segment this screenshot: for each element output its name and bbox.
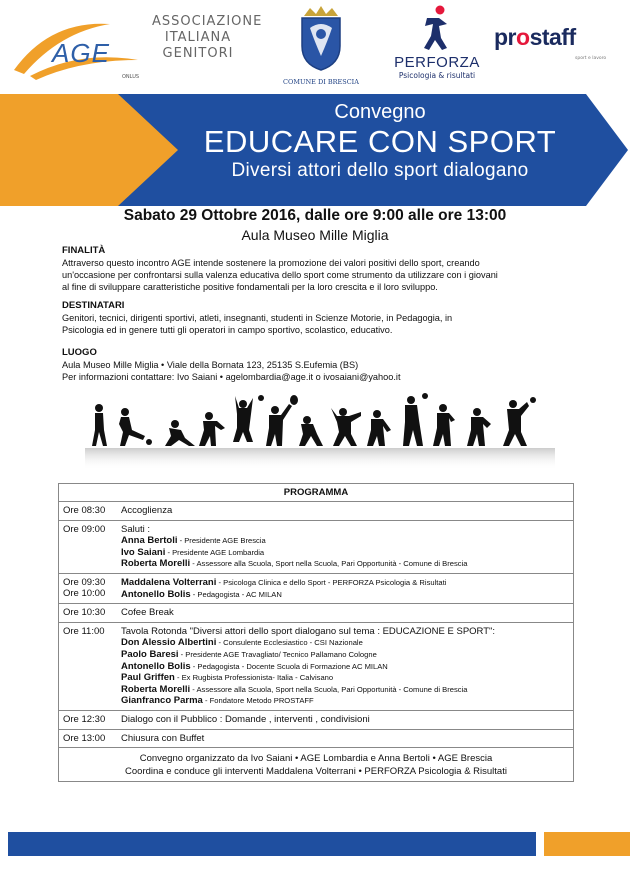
speaker-role: - Assessore alla Scuola, Sport nella Scuola, Pari Opportunità - Comune di Brescia	[190, 559, 468, 569]
speaker-role: - Pedagogista - Docente Scuola di Formazione AC MILAN	[190, 661, 388, 671]
row-text: Saluti :	[121, 523, 151, 535]
speaker-name: Paul Griffen	[121, 672, 175, 684]
speaker-name: Gianfranco Parma	[121, 695, 203, 707]
brescia-crest-icon	[294, 6, 348, 72]
luogo-heading: LUOGO	[62, 347, 97, 358]
table-row	[59, 623, 573, 711]
perforza-logo	[394, 4, 480, 80]
row-text: Accoglienza	[121, 505, 173, 516]
aig-line2: ITALIANA	[164, 30, 232, 45]
row-text: Chiusura con Buffet	[121, 732, 205, 744]
perforza-name: PERFORZA	[394, 54, 480, 71]
row-time: Ore 10:30	[63, 607, 106, 619]
aig-line1: ASSOCIAZIONE	[152, 14, 263, 29]
row-time: Ore 10:00	[63, 587, 106, 599]
sport-silhouettes-image	[85, 390, 555, 470]
destinatari-line: Psicologia ed in genere tutti gli operatori in campo sportivo, scolastico, educativo.	[62, 325, 393, 335]
row-time: Ore 12:30	[63, 713, 106, 725]
age-logo-text: AGE	[52, 38, 110, 68]
speaker-role: - Fondatore Metodo PROSTAFF	[202, 696, 314, 706]
prostaff-heart-o: o	[516, 24, 530, 50]
speaker-role: - Assessore alla Scuola, Sport nella Scuola, Pari Opportunità - Comune di Brescia	[190, 684, 468, 694]
programma-table	[58, 483, 574, 782]
row-time: Ore 09:00	[63, 523, 106, 535]
prostaff-post: staff	[529, 24, 576, 50]
row-time: Ore 08:30	[63, 505, 106, 516]
perforza-athlete-icon	[417, 4, 457, 52]
prostaff-pre: pr	[494, 24, 516, 50]
speaker-role: - Presidente AGE Lombardia	[165, 547, 265, 557]
speaker-name: Antonello Bolis	[121, 660, 191, 672]
destinatari-line: Genitori, tecnici, dirigenti sportivi, atleti, insegnanti, studenti in Scienze Motorie, in Pedagogia, in	[62, 313, 453, 323]
table-row	[59, 502, 573, 521]
speaker-line	[121, 637, 569, 649]
row-time: Ore 09:30	[63, 576, 106, 588]
logos-row	[0, 0, 630, 92]
row-text: Cofee Break	[121, 607, 174, 619]
finalita-section	[62, 245, 582, 293]
speaker-line	[121, 661, 569, 673]
finalita-heading: FINALITÀ	[62, 245, 106, 256]
finalita-line: un'occasione per confrontarsi sulla valenza educativa dello sport come strumento da utilizzare con i giovani	[62, 270, 498, 280]
speaker-name: Roberta Morelli	[121, 683, 191, 695]
speaker-name: Antonello Bolis	[121, 588, 191, 600]
table-row	[59, 711, 573, 730]
speaker-line	[121, 649, 569, 661]
table-row	[59, 730, 573, 749]
speaker-name: Roberta Morelli	[121, 558, 191, 570]
speaker-name: Ivo Saiani	[121, 546, 166, 558]
speaker-line	[121, 589, 569, 601]
footer-line: Convegno organizzato da Ivo Saiani • AGE Lombardia e Anna Bertoli • AGE Brescia	[139, 753, 493, 765]
speaker-line	[121, 577, 569, 589]
luogo-section	[62, 347, 582, 383]
speaker-role: - Psicologa Clinica e dello Sport - PERFORZA Psicologia & Risultati	[216, 577, 447, 587]
row-time: Ore 11:00	[63, 625, 105, 637]
speaker-line	[121, 684, 569, 696]
row-text: Dialogo con il Pubblico : Domande , interventi , condivisioni	[121, 713, 370, 725]
age-logo-subtitle: ONLUS	[122, 74, 140, 80]
speaker-role: - Ex Rugbista Professionista- Italia - Calvisano	[174, 673, 334, 683]
speaker-name: Paolo Baresi	[121, 648, 179, 660]
event-place: Aula Museo Mille Miglia	[241, 227, 389, 243]
programma-footer	[59, 748, 573, 781]
age-logo	[10, 10, 145, 80]
table-row	[59, 521, 573, 574]
aig-line3: GENITORI	[162, 46, 234, 61]
table-row	[59, 574, 573, 604]
speaker-line	[121, 695, 569, 707]
row-time: Ore 13:00	[63, 732, 106, 744]
speaker-name: Anna Bertoli	[121, 535, 178, 547]
banner-line1: Convegno	[334, 101, 426, 123]
footer-line: Coordina e conduce gli interventi Maddalena Volterrani • PERFORZA Psicologia & Risultati	[125, 766, 507, 778]
banner-title: EDUCARE CON SPORT	[203, 124, 557, 159]
table-row	[59, 604, 573, 623]
prostaff-logo	[494, 24, 576, 51]
row-times	[63, 577, 121, 600]
perforza-tagline: Psicologia & risultati	[398, 71, 476, 80]
prostaff-tagline: sport e lavoro	[575, 56, 607, 61]
banner-subtitle: Diversi attori dello sport dialogano	[231, 160, 529, 181]
programma-heading: PROGRAMMA	[59, 484, 573, 502]
destinatari-section	[62, 300, 582, 336]
speaker-role: - Presidente AGE Travagliato/ Tecnico Pallamano Cologne	[178, 649, 377, 659]
luogo-line: Aula Museo Mille Miglia • Viale della Bornata 123, 25135 S.Eufemia (BS)	[62, 360, 359, 370]
row-text: Tavola Rotonda "Diversi attori dello sport dialogano sul tema : EDUCAZIONE E SPORT":	[121, 625, 496, 637]
speaker-line	[121, 558, 569, 570]
finalita-line: Attraverso questo incontro AGE intende sostenere la promozione dei valori positivi dello sport, creando	[62, 258, 480, 268]
banner-text	[190, 100, 570, 183]
speaker-line	[121, 547, 569, 559]
aig-logo	[152, 14, 263, 62]
comune-brescia-logo	[282, 6, 360, 86]
luogo-line: Per informazioni contattare: Ivo Saiani • agelombardia@age.it o ivosaiani@yahoo.it	[62, 372, 401, 382]
speaker-name: Don Alessio Albertini	[121, 637, 217, 649]
speaker-role: - Pedagogista - AC MILAN	[190, 589, 282, 599]
bottom-color-bar	[0, 832, 630, 856]
brescia-caption: COMUNE DI BRESCIA	[283, 78, 359, 86]
finalita-line: al fine di sviluppare caratteristiche positive fondamentali per la loro crescita e il loro sviluppo.	[62, 282, 438, 292]
event-date: Sabato 29 Ottobre 2016, dalle ore 9:00 alle ore 13:00	[123, 207, 507, 224]
speaker-line	[121, 672, 569, 684]
speaker-name: Maddalena Volterrani	[121, 576, 217, 588]
speaker-role: - Presidente AGE Brescia	[177, 536, 266, 546]
speaker-role: - Consulente Ecclesiastico - CSI Nazionale	[216, 638, 363, 648]
speaker-line	[121, 535, 569, 547]
destinatari-heading: DESTINATARI	[62, 300, 125, 311]
